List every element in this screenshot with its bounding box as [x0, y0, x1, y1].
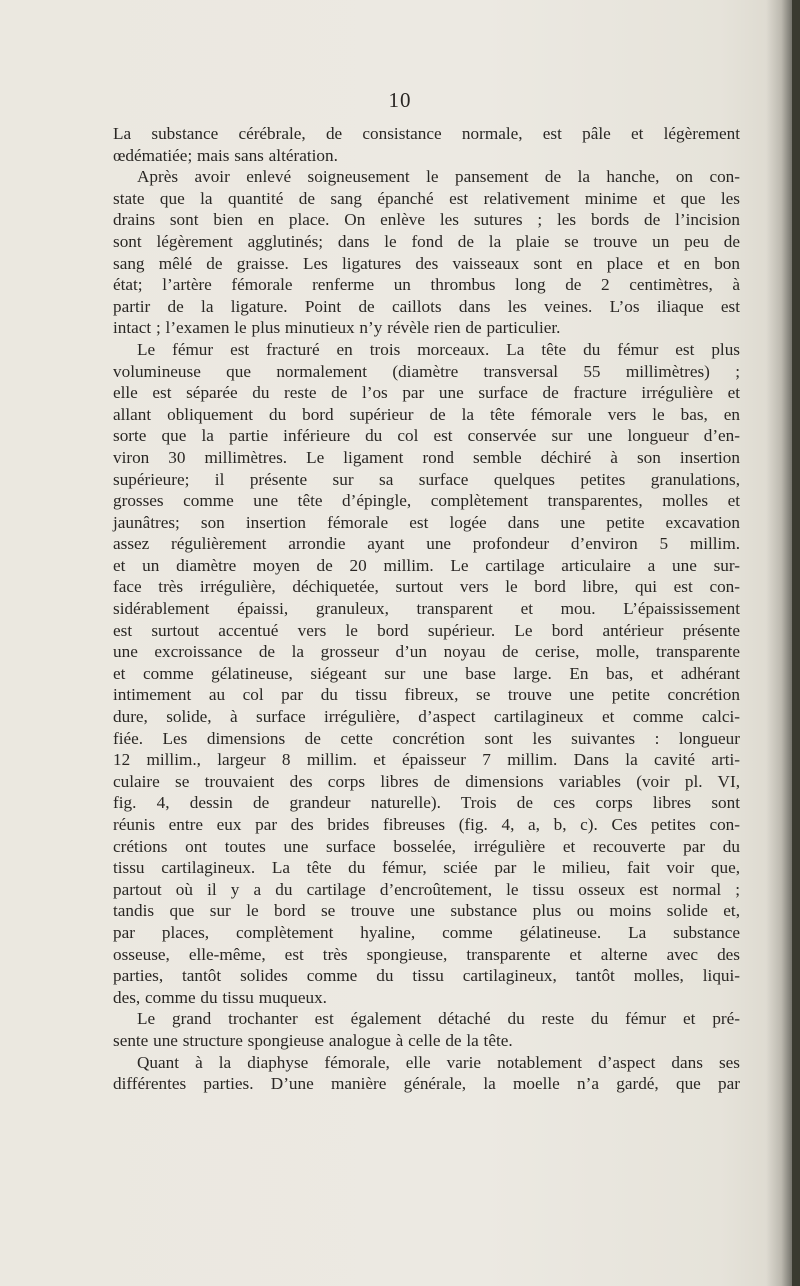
text-line: état; l’artère fémorale renferme un thrombus long de 2 centimètres, à: [113, 275, 740, 295]
text-line: Quant à la diaphyse fémorale, elle varie notablement d’aspect dans ses: [137, 1052, 740, 1072]
text-line: partout où il y a du cartilage d’encroûtement, le tissu osseux est normal ;: [113, 879, 740, 899]
page-binding-edge: [792, 0, 800, 1286]
text-line: culaire se trouvaient des corps libres de dimensions variables (voir pl. VI,: [113, 771, 740, 791]
text-line: osseuse, elle-même, est très spongieuse, transparente et alterne avec des: [113, 944, 740, 964]
text-line: Le fémur est fracturé en trois morceaux. La tête du fémur est plus: [137, 339, 740, 359]
text-line: et un diamètre moyen de 20 millim. Le cartilage articulaire a une sur-: [113, 555, 740, 575]
text-line: et comme gélatineuse, siégeant sur une base large. En bas, et adhérant: [113, 663, 740, 683]
text-line: face très irrégulière, déchiquetée, surtout vers le bord libre, qui est con-: [113, 577, 740, 597]
text-line: différentes parties. D’une manière générale, la moelle n’a gardé, que par: [113, 1074, 740, 1094]
text-line: volumineuse que normalement (diamètre transversal 55 millimètres) ;: [113, 361, 740, 381]
text-line: 12 millim., largeur 8 millim. et épaisseur 7 millim. Dans la cavité arti-: [113, 750, 740, 770]
text-line: une excroissance de la grosseur d’un noyau de cerise, molle, transparente: [113, 642, 740, 662]
text-line: assez régulièrement arrondie ayant une profondeur d’environ 5 millim.: [113, 534, 740, 554]
text-line: parties, tantôt solides comme du tissu cartilagineux, tantôt molles, liqui-: [113, 966, 740, 986]
text-line: state que la quantité de sang épanché est relativement minime et que les: [113, 188, 740, 208]
text-line: œdématiée; mais sans altération.: [113, 145, 338, 165]
text-line: viron 30 millimètres. Le ligament rond semble déchiré à son insertion: [113, 447, 740, 467]
text-line: Le grand trochanter est également détaché du reste du fémur et pré-: [137, 1009, 740, 1029]
text-line: supérieure; il présente sur sa surface quelques petites granulations,: [113, 469, 740, 489]
text-line: elle est séparée du reste de l’os par une surface de fracture irrégulière et: [113, 383, 740, 403]
text-line: allant obliquement du bord supérieur de la tête fémorale vers le bas, en: [113, 404, 740, 424]
text-line: sente une structure spongieuse analogue à celle de la tête.: [113, 1030, 513, 1050]
text-line: par places, complètement hyaline, comme gélatineuse. La substance: [113, 922, 740, 942]
body-text: [113, 123, 740, 1095]
text-line: tandis que sur le bord se trouve une substance plus ou moins solide et,: [113, 901, 740, 921]
text-line: intact ; l’examen le plus minutieux n’y révèle rien de particulier.: [113, 318, 561, 338]
text-line: sont légèrement agglutinés; dans le fond de la plaie se trouve un peu de: [113, 231, 740, 251]
text-line: grosses comme une tête d’épingle, complètement transparentes, molles et: [113, 491, 740, 511]
text-line: sang mêlé de graisse. Les ligatures des vaisseaux sont en place et en bon: [113, 253, 740, 273]
text-line: Après avoir enlevé soigneusement le pansement de la hanche, on con-: [137, 167, 740, 187]
text-line: dure, solide, à surface irrégulière, d’aspect cartilagineux et comme calci-: [113, 707, 740, 727]
text-line: est surtout accentué vers le bord supérieur. Le bord antérieur présente: [113, 620, 740, 640]
text-line: crétions ont toutes une surface bosselée, irrégulière et recouverte par du: [113, 836, 740, 856]
text-line: jaunâtres; son insertion fémorale est logée dans une petite excavation: [113, 512, 740, 532]
text-line: tissu cartilagineux. La tête du fémur, sciée par le milieu, fait voir que,: [113, 858, 740, 878]
text-line: réunis entre eux par des brides fibreuses (fig. 4, a, b, c). Ces petites con-: [113, 815, 740, 834]
text-line: intimement au col par du tissu fibreux, se trouve une petite concrétion: [113, 685, 740, 705]
text-line: partir de la ligature. Point de caillots dans les veines. L’os iliaque est: [113, 296, 740, 316]
text-line: fig. 4, dessin de grandeur naturelle). Trois de ces corps libres sont: [113, 793, 740, 813]
text-line: fiée. Les dimensions de cette concrétion sont les suivantes : longueur: [113, 728, 740, 748]
text-line: drains sont bien en place. On enlève les sutures ; les bords de l’incision: [113, 210, 740, 230]
page-number: 10: [388, 88, 412, 112]
text-line: sorte que la partie inférieure du col est conservée sur une longueur d’en-: [113, 426, 740, 446]
text-line: La substance cérébrale, de consistance normale, est pâle et légèrement: [113, 124, 740, 143]
text-line: sidérablement épaissi, granuleux, transparent et mou. L’épaississement: [113, 599, 740, 619]
text-line: des, comme du tissu muqueux.: [113, 987, 327, 1007]
